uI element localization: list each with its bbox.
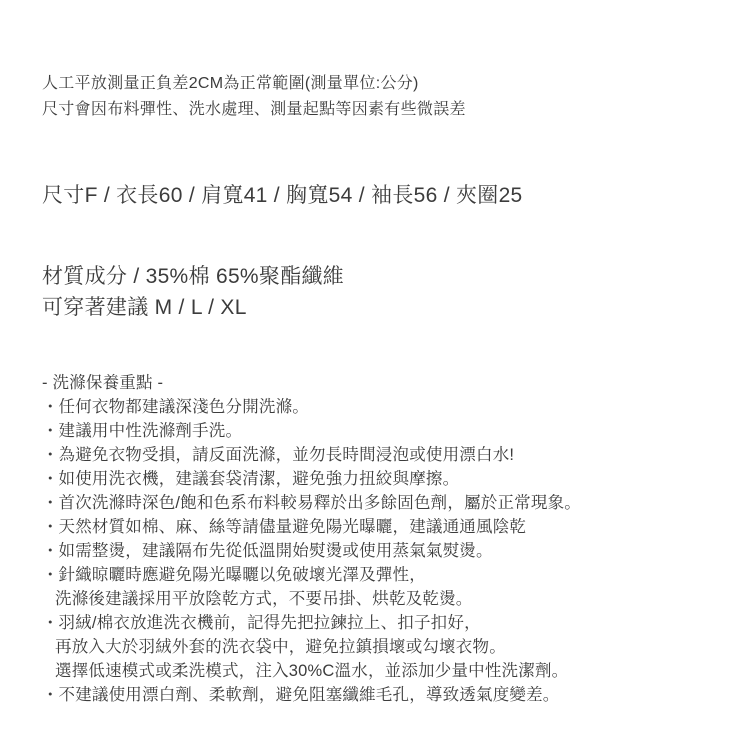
material-info [42, 261, 344, 323]
bullet-dot-icon: ・ [42, 494, 59, 512]
size-spec-line: 尺寸F / 衣長60 / 肩寬41 / 胸寬54 / 袖長56 / 夾圈25 [42, 184, 523, 207]
care-item-text: 羽絨/棉衣放進洗衣機前，記得先把拉鍊拉上、扣子扣好， [58, 614, 481, 632]
bullet-dot-icon: ・ [42, 542, 59, 560]
care-item [42, 659, 581, 683]
care-item [42, 587, 581, 611]
bullet-dot-icon: ・ [42, 422, 59, 440]
material-composition: 材質成分 / 35%棉 65%聚酯纖維 [42, 265, 345, 288]
care-item-text: 天然材質如棉、麻、絲等請儘量避免陽光曝曬，建議通通風陰乾 [58, 518, 527, 536]
care-section [42, 371, 581, 707]
care-item [42, 467, 581, 491]
care-item-text: 再放入大於羽絨外套的洗衣袋中，避免拉鎮損壞或勾壞衣物。 [55, 638, 506, 656]
care-item-text: 為避免衣物受損，請反面洗滌，並勿長時間浸泡或使用漂白水! [58, 446, 515, 464]
bullet-dot-icon: ・ [42, 518, 59, 536]
measurement-note-line1: 人工平放測量正負差2CM為正常範圍(測量單位:公分) [42, 75, 419, 92]
care-item [42, 563, 581, 587]
bullet-dot-icon: ・ [42, 446, 59, 464]
care-item-text: 洗滌後建議採用平放陰乾方式，不要吊掛、烘乾及乾燙。 [55, 590, 473, 608]
bullet-dot-icon: ・ [42, 470, 59, 488]
bullet-dot-icon: ・ [42, 566, 59, 584]
care-item [42, 515, 581, 539]
bullet-dot-icon: ・ [42, 614, 59, 632]
care-item-text: 如需整燙，建議隔布先從低溫開始熨燙或使用蒸氣氣熨燙。 [58, 542, 493, 560]
wear-suggestion: 可穿著建議 M / L / XL [42, 296, 247, 319]
care-item [42, 635, 581, 659]
care-item [42, 395, 581, 419]
care-item [42, 443, 581, 467]
measurement-note-line2: 尺寸會因布料彈性、洗水處理、測量起點等因素有些微誤差 [42, 101, 466, 118]
care-item-text: 不建議使用漂白劑、柔軟劑，避免阻塞纖維毛孔，導致透氣度變差。 [58, 686, 560, 704]
care-item [42, 611, 581, 635]
measurement-note [42, 71, 466, 123]
care-item [42, 419, 581, 443]
care-list [42, 395, 581, 707]
care-item-text: 任何衣物都建議深淺色分開洗滌。 [58, 398, 309, 416]
care-item-text: 如使用洗衣機，建議套袋清潔，避免強力扭絞與摩擦。 [58, 470, 460, 488]
care-item [42, 491, 581, 515]
bullet-dot-icon: ・ [42, 686, 59, 704]
care-item-text: 選擇低速模式或柔洗模式，注入30%C溫水，並添加少量中性洗潔劑。 [55, 662, 569, 680]
care-item [42, 683, 581, 707]
care-item-text: 建議用中性洗滌劑手洗。 [58, 422, 243, 440]
care-heading: - 洗滌保養重點 - [42, 374, 164, 392]
care-item-text: 針織晾曬時應避免陽光曝曬以免破壞光澤及彈性， [58, 566, 426, 584]
care-item-text: 首次洗滌時深色/飽和色系布料較易釋於出多餘固色劑，屬於正常現象。 [58, 494, 581, 512]
care-item [42, 539, 581, 563]
bullet-dot-icon: ・ [42, 398, 59, 416]
